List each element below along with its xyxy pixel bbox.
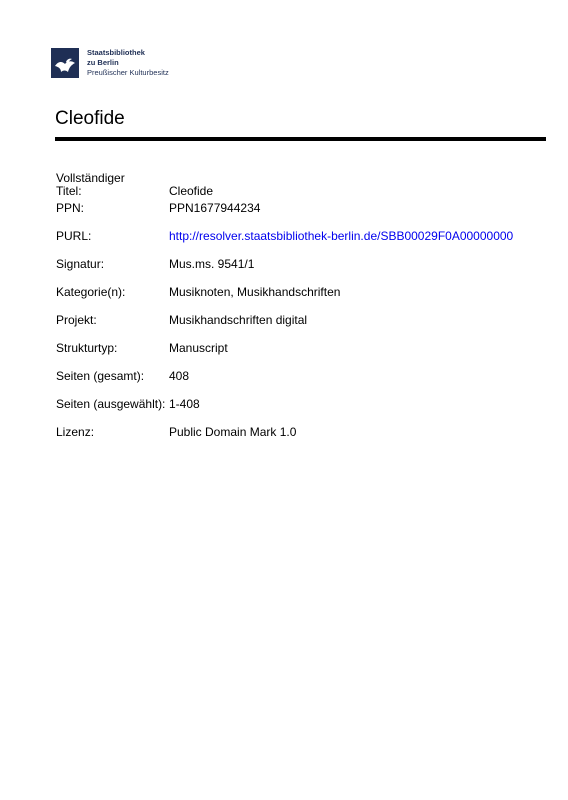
metadata-label-purl: PURL: (56, 229, 92, 243)
metadata-row-purl (56, 230, 513, 258)
metadata-row-strukturtyp (56, 342, 513, 370)
library-logo (51, 48, 169, 78)
metadata-row-title (56, 172, 513, 202)
metadata-value-title: Cleofide (169, 184, 214, 198)
logo-text (87, 48, 169, 78)
purl-link[interactable]: http://resolver.staatsbibliothek-berlin.de/SBB00029F0A00000000 (169, 229, 514, 243)
logo-line-1: Staatsbibliothek (87, 48, 145, 57)
metadata-label-projekt: Projekt: (56, 313, 97, 327)
metadata-value-seiten-ausgewaehlt: 1-408 (169, 397, 200, 411)
metadata-label-kategorie: Kategorie(n): (56, 285, 126, 299)
metadata-row-seiten-gesamt (56, 370, 513, 398)
logo-line-3: Preußischer Kulturbesitz (87, 68, 169, 77)
metadata-value-projekt: Musikhandschriften digital (169, 313, 308, 327)
metadata-value-lizenz: Public Domain Mark 1.0 (169, 425, 297, 439)
page-title: Cleofide (55, 108, 125, 129)
metadata-label-seiten-ausgewaehlt: Seiten (ausgewählt): (56, 397, 166, 411)
eagle-icon (51, 48, 79, 78)
logo-line-2: zu Berlin (87, 58, 119, 67)
metadata-value-signatur: Mus.ms. 9541/1 (169, 257, 255, 271)
metadata-row-kategorie (56, 286, 513, 314)
metadata-row-seiten-ausgewaehlt (56, 398, 513, 426)
metadata-value-seiten-gesamt: 408 (169, 369, 190, 383)
metadata-label-seiten-gesamt: Seiten (gesamt): (56, 369, 145, 383)
metadata-label-signatur: Signatur: (56, 257, 105, 271)
metadata-row-signatur (56, 258, 513, 286)
metadata-row-projekt (56, 314, 513, 342)
metadata-value-strukturtyp: Manuscript (169, 341, 228, 355)
metadata-label-title-line2: Titel: (56, 184, 82, 198)
title-divider (55, 137, 546, 141)
metadata-value-ppn: PPN1677944234 (169, 201, 261, 215)
metadata-label-lizenz: Lizenz: (56, 425, 95, 439)
metadata-value-kategorie: Musiknoten, Musikhandschriften (169, 285, 341, 299)
metadata-label-title-line1: Vollständiger (56, 171, 125, 185)
metadata-row-lizenz (56, 426, 513, 454)
metadata-label-ppn: PPN: (56, 201, 85, 215)
metadata-row-ppn (56, 202, 513, 230)
metadata-label-title (56, 172, 169, 202)
metadata-table (56, 172, 513, 454)
metadata-label-strukturtyp: Strukturtyp: (56, 341, 118, 355)
